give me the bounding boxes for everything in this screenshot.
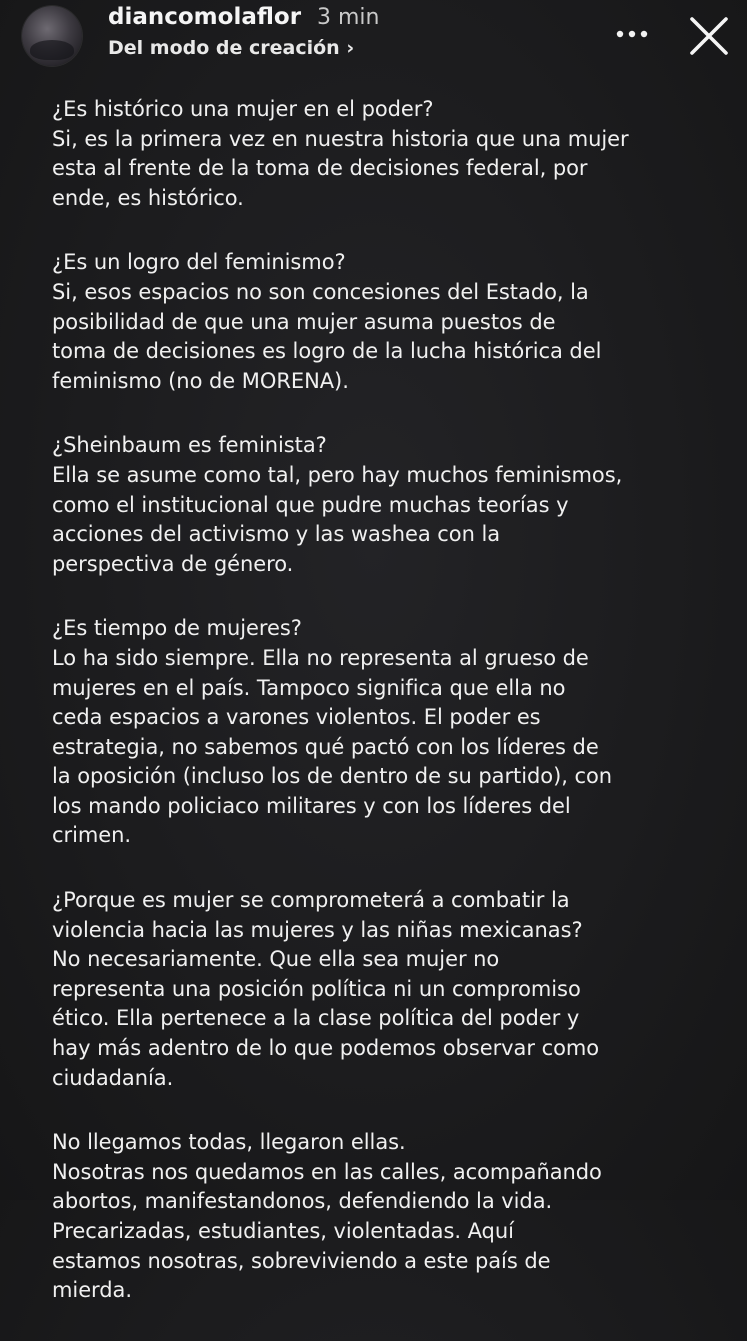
close-button[interactable] [688,15,730,57]
text-line: Si, esos espacios no son concesiones del Estado, la [52,279,589,304]
text-line: la oposición (incluso los de dentro de su partido), con [52,764,613,789]
text-line: ciudadanía. [52,1065,174,1090]
text-line: los mando policiaco militares y con los líderes del [52,793,571,818]
text-line: Lo ha sido siempre. Ella no representa al grueso de [52,645,589,670]
text-line: posibilidad de que una mujer asuma puestos de [52,309,556,334]
story-paragraph [52,248,712,396]
timestamp: 3 min [317,5,380,30]
text-line: toma de decisiones es logro de la lucha histórica del [52,339,602,364]
text-line: Ella se asume como tal, pero hay muchos feminismos, [52,462,623,487]
story-paragraph [52,886,712,1093]
text-line: No llegamos todas, llegaron ellas. [52,1130,406,1155]
text-line: Si, es la primera vez en nuestra historia que una mujer [52,126,629,151]
text-line: abortos, manifestandonos, defendiendo la vida. [52,1189,553,1214]
text-line: hay más adentro de lo que podemos observar como [52,1036,600,1061]
story-paragraph [52,95,712,213]
text-line: estrategia, no sabemos qué pactó con los líderes de [52,734,599,759]
story-paragraph [52,614,712,851]
text-line: Nosotras nos quedamos en las calles, acompañando [52,1159,602,1184]
story-paragraph [52,1128,712,1306]
story-header [0,0,747,80]
creation-mode-link[interactable]: Del modo de creación › [108,37,355,59]
text-line: No necesariamente. Que ella sea mujer no [52,947,500,972]
text-line: perspectiva de género. [52,551,294,576]
text-line: ético. Ella pertenece a la clase política del poder y [52,1006,580,1031]
text-line: representa una posición política ni un compromiso [52,976,581,1001]
text-line: mierda. [52,1278,132,1303]
story-text [52,95,712,1341]
text-line: ¿Porque es mujer se comprometerá a combatir la [52,888,570,913]
username[interactable]: diancomolaflor [108,4,302,30]
text-line: violencia hacia las mujeres y las niñas mexicanas? [52,917,583,942]
text-line: ¿Es histórico una mujer en el poder? [52,97,434,121]
more-horizontal-icon [612,16,652,52]
text-line: ende, es histórico. [52,185,244,210]
text-line: ¿Es tiempo de mujeres? [52,616,302,641]
text-line: crimen. [52,823,132,848]
text-line: ¿Sheinbaum es feminista? [52,433,327,458]
text-line: mujeres en el país. Tampoco significa que ella no [52,675,566,700]
text-line: acciones del activismo y las washea con la [52,522,501,547]
text-line: feminismo (no de MORENA). [52,368,349,393]
text-line: ¿Es un logro del feminismo? [52,250,346,275]
more-options-button[interactable] [612,16,652,52]
text-line: Precarizadas, estudiantes, violentadas. Aquí [52,1219,514,1243]
avatar[interactable] [22,6,82,66]
text-line: como el institucional que pudre muchas teorías y [52,492,569,517]
story-paragraph [52,431,712,579]
text-line: estamos nosotras, sobreviviendo a este país de [52,1248,551,1273]
text-line: esta al frente de la toma de decisiones federal, por [52,156,588,181]
text-line: ceda espacios a varones violentos. El poder es [52,705,541,730]
close-icon [688,15,730,57]
